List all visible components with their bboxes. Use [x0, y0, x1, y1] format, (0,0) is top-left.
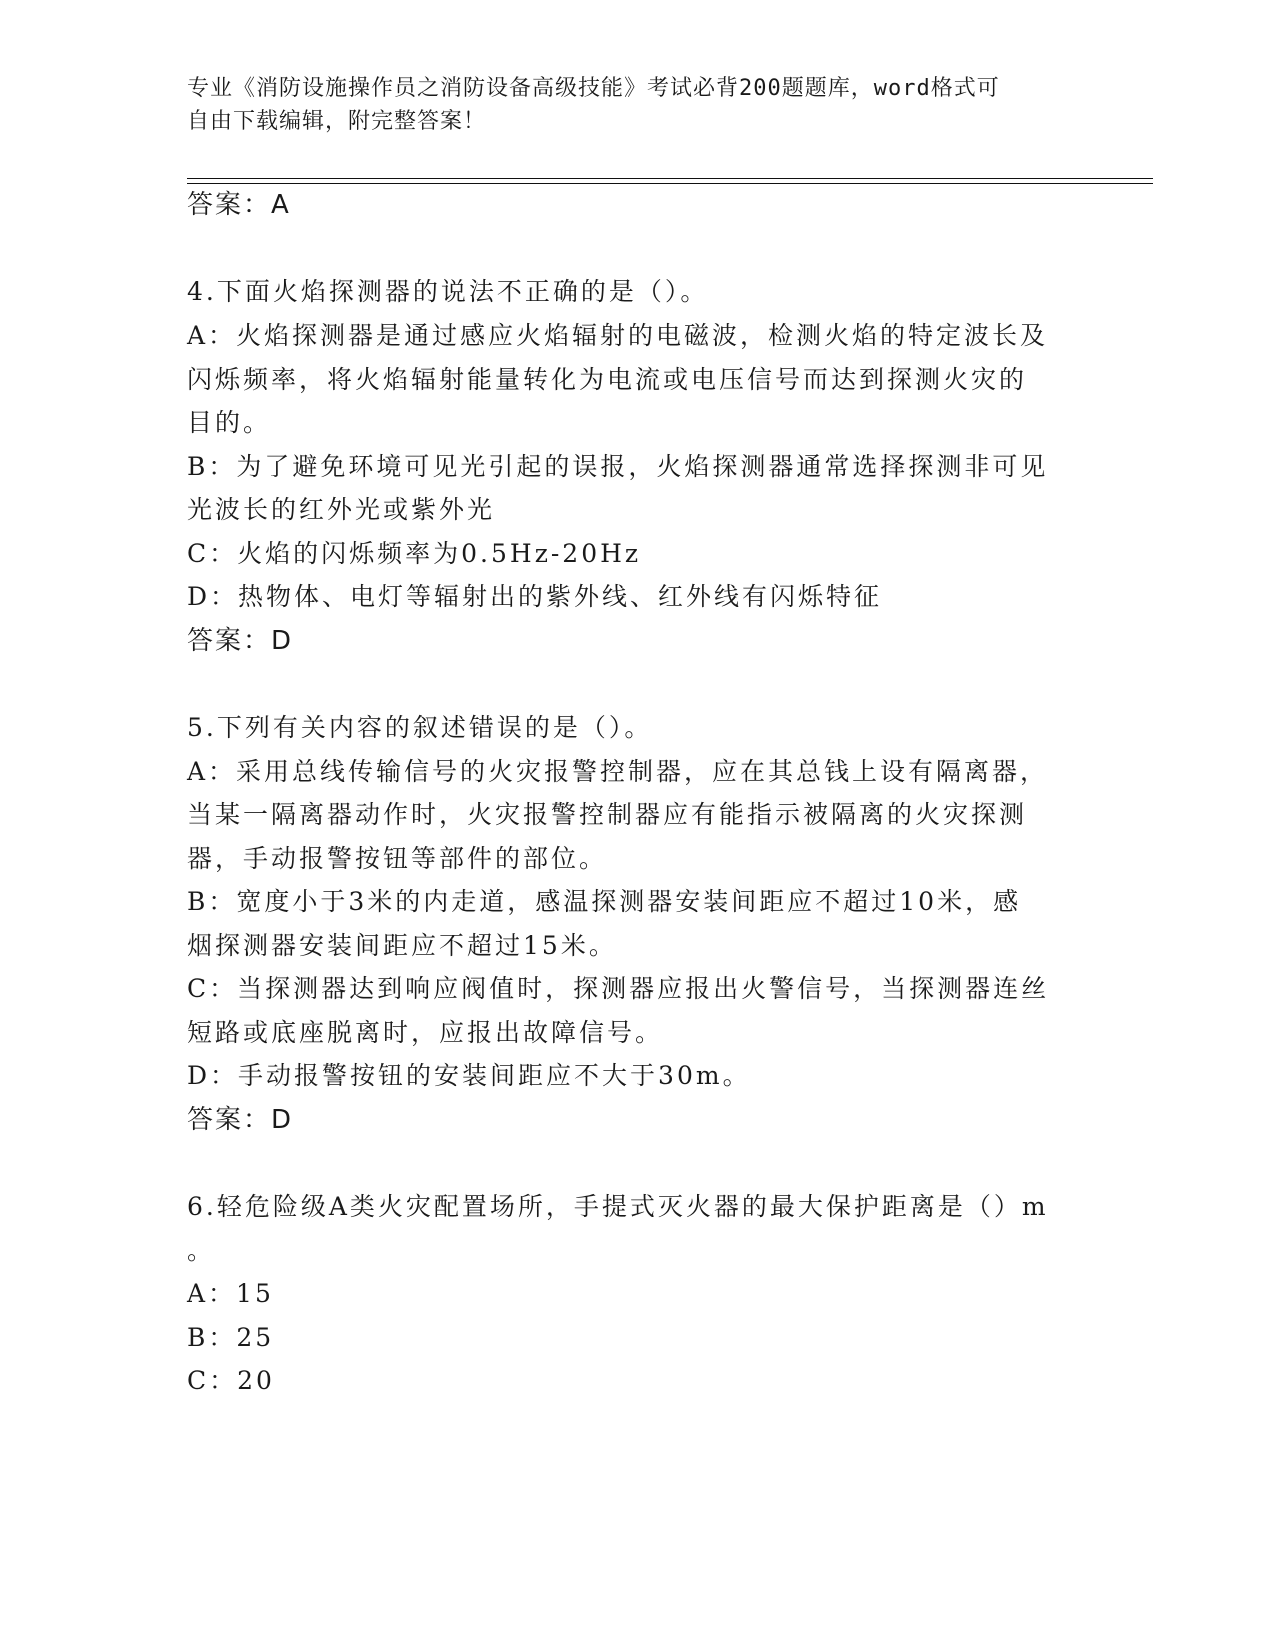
question-5-option-line: C：当探测器达到响应阀值时，探测器应报出火警信号，当探测器连丝 — [187, 974, 1050, 1003]
question-5-option-line: A：采用总线传输信号的火灾报警控制器，应在其总钱上设有隔离器， — [187, 757, 1049, 786]
question-6-stem: 6.轻危险级A类火灾配置场所，手提式灭火器的最大保护距离是（）m — [187, 1192, 1049, 1221]
document-header — [187, 72, 1087, 138]
question-6-option-a: A：15 — [187, 1279, 274, 1308]
question-5-option-line: B：宽度小于3米的内走道，感温探测器安装间距应不超过10米，感 — [187, 887, 1022, 916]
question-4-option-line: 目的。 — [187, 408, 272, 437]
question-5-option-line: 当某一隔离器动作时，火灾报警控制器应有能指示被隔离的火灾探测 — [187, 800, 1028, 829]
header-rule-top — [187, 178, 1153, 179]
question-5-option-line: D：手动报警按钮的安装间距应不大于30m。 — [187, 1061, 751, 1090]
answer-5: 答案：D — [187, 1105, 294, 1135]
question-5-option-line: 器，手动报警按钮等部件的部位。 — [187, 844, 608, 873]
header-line-2: 自由下载编辑，附完整答案！ — [187, 109, 487, 134]
question-4-option-line: 光波长的红外光或紫外光 — [187, 495, 496, 524]
question-6-stem-continued: 。 — [187, 1236, 216, 1265]
question-4-option-line: C：火焰的闪烁频率为0.5Hz-20Hz — [187, 539, 642, 568]
question-6-option-c: C：20 — [187, 1366, 275, 1395]
question-4-option-line: 闪烁频率，将火焰辐射能量转化为电流或电压信号而达到探测火灾的 — [187, 365, 1028, 394]
question-4-option-line: B：为了避免环境可见光引起的误报，火焰探测器通常选择探测非可见 — [187, 452, 1049, 481]
header-line-1: 专业《消防设施操作员之消防设备高级技能》考试必背200题题库，word格式可 — [187, 76, 1000, 101]
answer-3: 答案：A — [187, 190, 291, 220]
question-5-stem: 5.下列有关内容的叙述错误的是（）。 — [187, 713, 653, 742]
header-rule-bottom — [187, 183, 1153, 184]
question-6-option-b: B：25 — [187, 1323, 275, 1352]
question-5-option-line: 短路或底座脱离时，应报出故障信号。 — [187, 1018, 664, 1047]
question-5-option-line: 烟探测器安装间距应不超过15米。 — [187, 931, 617, 960]
question-4-option-line: A：火焰探测器是通过感应火焰辐射的电磁波，检测火焰的特定波长及 — [187, 321, 1049, 350]
question-4-option-line: D：热物体、电灯等辐射出的紫外线、红外线有闪烁特征 — [187, 582, 883, 611]
question-4-stem: 4.下面火焰探测器的说法不正确的是（）。 — [187, 277, 709, 306]
answer-4: 答案：D — [187, 626, 294, 656]
